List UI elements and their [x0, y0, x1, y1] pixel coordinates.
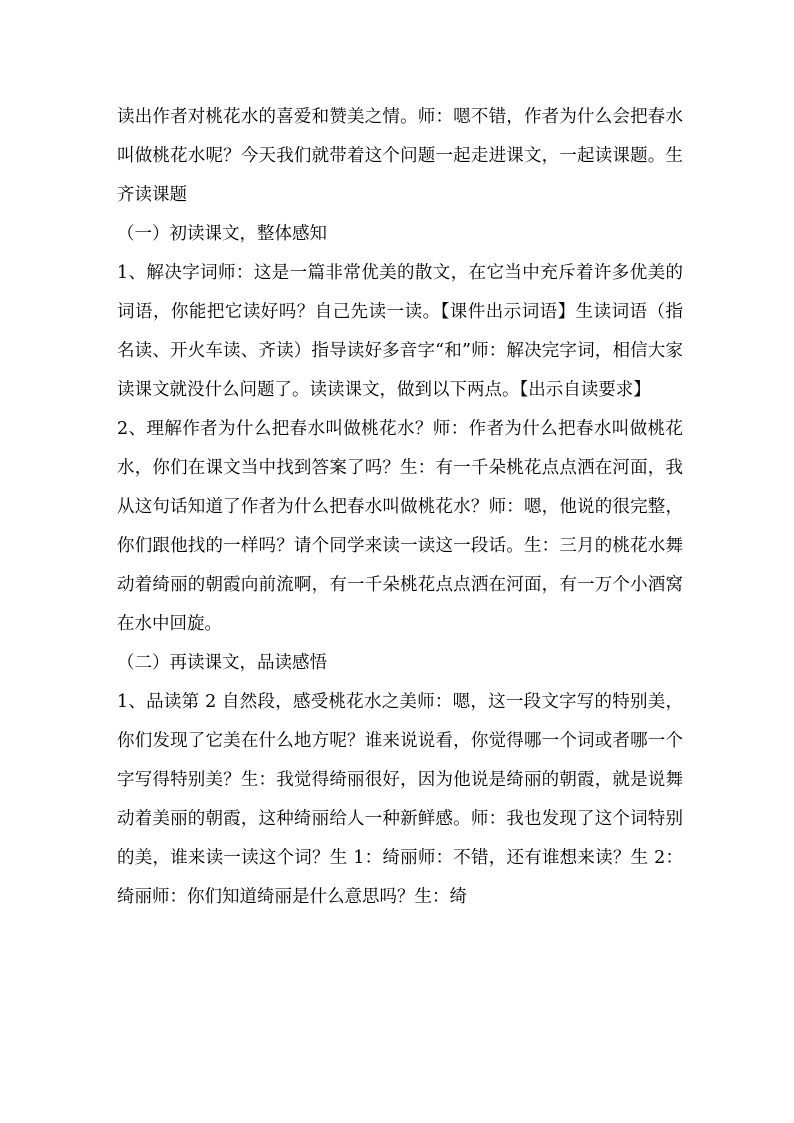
- paragraph-understanding: 2、理解作者为什么把春水叫做桃花水？师：作者为什么把春水叫做桃花水，你们在课文当中找到答案了吗？生：有一千朵桃花点点洒在河面，我从这句话知道了作者为什么把春水叫做桃花水？师：嗯，他说的很完整，你们跟他找的一样吗？请个同学来读一读这一段话。生：三月的桃花水舞动着绮丽的朝霞向前流啊，有一千朵桃花点点洒在河面，有一万个小酒窝在水中回旋。: [117, 419, 683, 634]
- paragraph-intro: 读出作者对桃花水的喜爱和赞美之情。师：嗯不错，作者为什么会把春水叫做桃花水呢？今天我们就带着这个问题一起走进课文，一起读课题。生齐读课题: [117, 107, 683, 205]
- paragraph-appreciation: 1、品读第 2 自然段，感受桃花水之美师：嗯，这一段文字写的特别美，你们发现了它美在什么地方呢？谁来说说看，你觉得哪一个词或者哪一个字写得特别美？生：我觉得绮丽很好，因为他说是绮丽的朝霞，就是说舞动着美丽的朝霞，这种绮丽给人一种新鲜感。师：我也发现了这个词特别的美，谁来读一读这个词？生 1：绮丽师：不错，还有谁想来读？生 2：绮丽师：你们知道绮丽是什么意思吗？生：绮: [117, 692, 683, 907]
- paragraph-vocabulary: 1、解决字词师：这是一篇非常优美的散文，在它当中充斥着许多优美的词语，你能把它读好吗？自己先读一读。【课件出示词语】生读词语（指名读、开火车读、齐读）指导读好多音字“和”师：解决完字词，相信大家读课文就没什么问题了。读读课文，做到以下两点。【出示自读要求】: [117, 263, 683, 400]
- section-heading-first-reading: （一）初读课文，整体感知: [117, 224, 327, 244]
- document-body: [117, 98, 683, 917]
- section-heading-second-reading: （二）再读课文，品读感悟: [117, 653, 327, 673]
